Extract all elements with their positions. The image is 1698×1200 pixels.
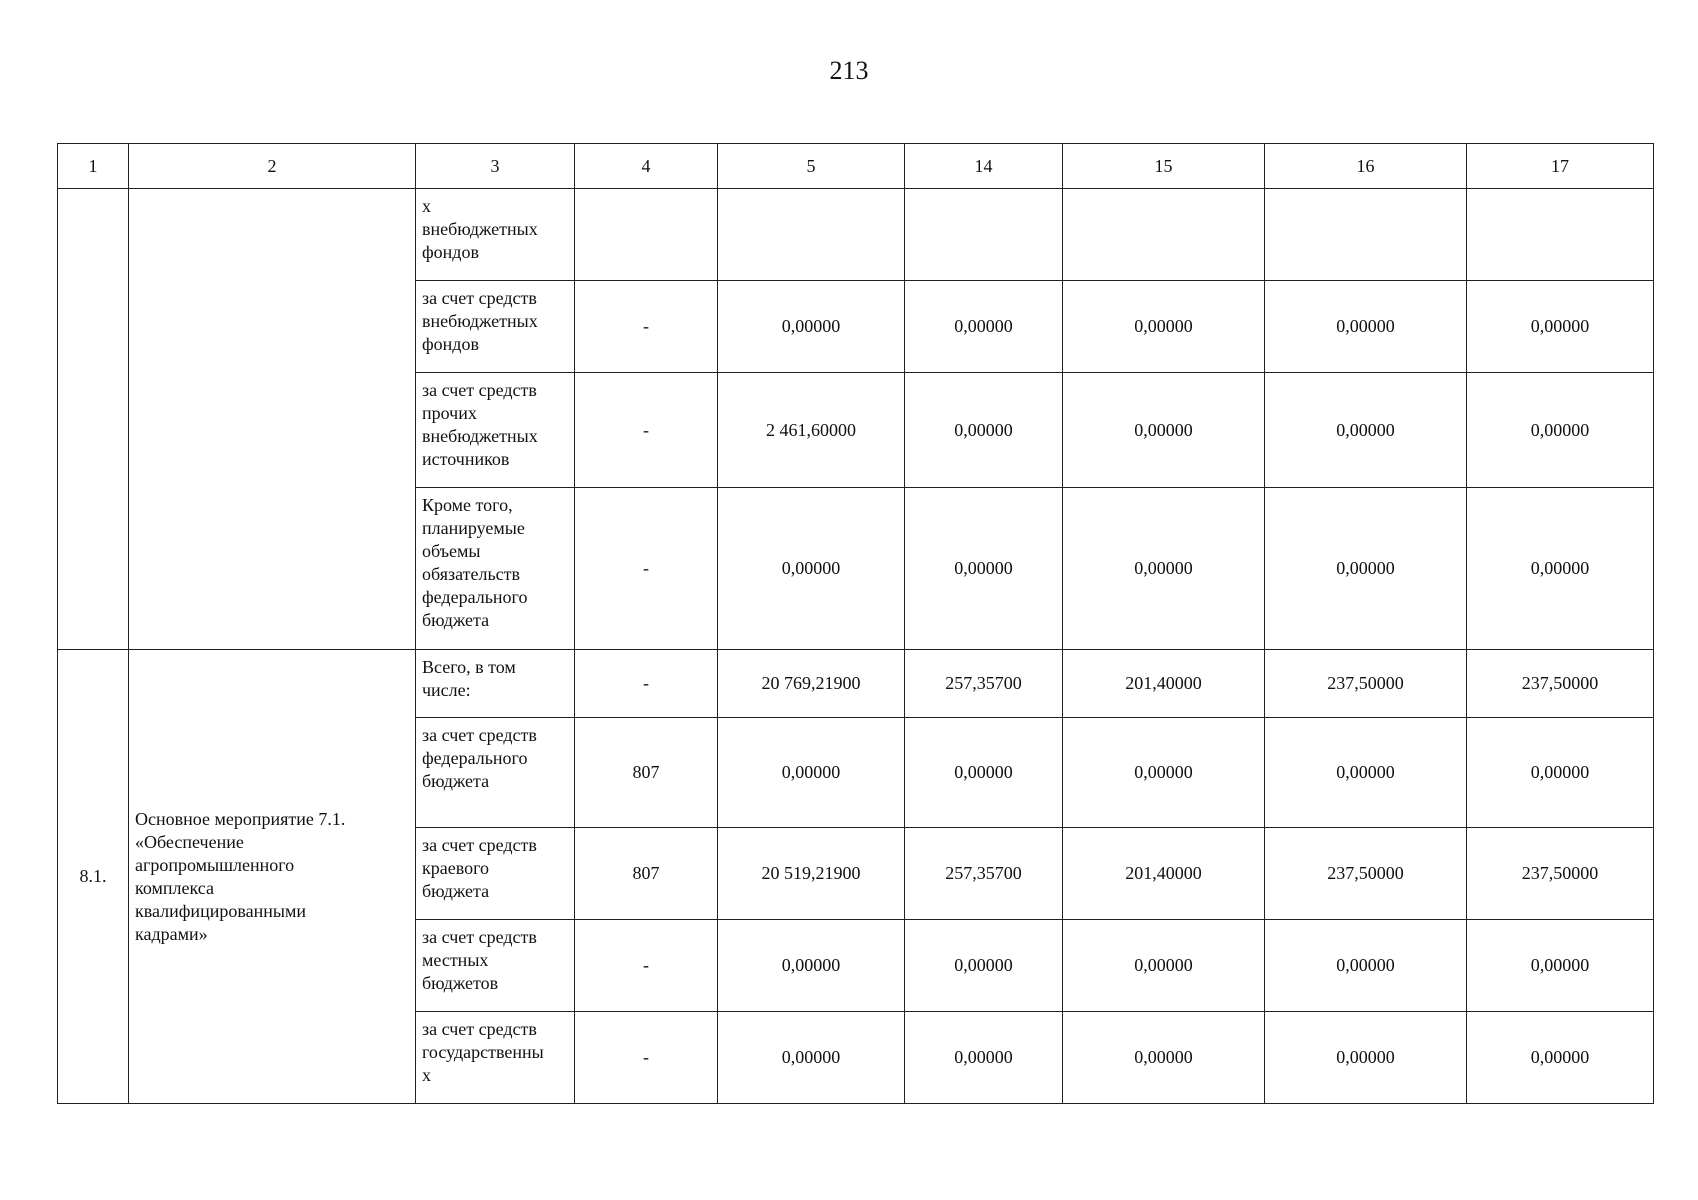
- column-header: 2: [129, 144, 416, 189]
- amount-cell: 0,00000: [1467, 373, 1654, 488]
- funding-source-cell: х внебюджетных фондов: [416, 189, 575, 281]
- table-row: [58, 650, 1654, 718]
- amount-cell: 201,40000: [1063, 828, 1265, 920]
- amount-cell: 201,40000: [1063, 650, 1265, 718]
- funding-source-cell: за счет средств внебюджетных фондов: [416, 281, 575, 373]
- column-header: 16: [1265, 144, 1467, 189]
- funding-source-cell: Кроме того, планируемые объемы обязательств федерального бюджета: [416, 488, 575, 650]
- header-row: [58, 144, 1654, 189]
- amount-cell: 0,00000: [1063, 281, 1265, 373]
- amount-cell: 0,00000: [1063, 373, 1265, 488]
- funding-source-cell: за счет средств прочих внебюджетных источников: [416, 373, 575, 488]
- amount-cell: 0,00000: [905, 718, 1063, 828]
- amount-cell: 0,00000: [1467, 281, 1654, 373]
- code-cell: -: [575, 1012, 718, 1104]
- amount-cell: 0,00000: [1063, 920, 1265, 1012]
- amount-cell: 0,00000: [905, 1012, 1063, 1104]
- amount-cell: 0,00000: [1063, 488, 1265, 650]
- row-number-cell: [58, 189, 129, 650]
- amount-cell: 0,00000: [905, 920, 1063, 1012]
- amount-cell: 0,00000: [1467, 920, 1654, 1012]
- amount-cell: 0,00000: [1265, 281, 1467, 373]
- funding-source-cell: Всего, в том числе:: [416, 650, 575, 718]
- amount-cell: 0,00000: [905, 488, 1063, 650]
- amount-cell: 0,00000: [905, 281, 1063, 373]
- column-header: 5: [718, 144, 905, 189]
- amount-cell: [1467, 189, 1654, 281]
- amount-cell: 0,00000: [1265, 373, 1467, 488]
- code-cell: -: [575, 920, 718, 1012]
- funding-source-cell: за счет средств краевого бюджета: [416, 828, 575, 920]
- amount-cell: 0,00000: [718, 1012, 905, 1104]
- amount-cell: [1265, 189, 1467, 281]
- amount-cell: 237,50000: [1467, 828, 1654, 920]
- amount-cell: 0,00000: [1265, 718, 1467, 828]
- page-number: 213: [829, 56, 869, 85]
- amount-cell: 0,00000: [1063, 1012, 1265, 1104]
- code-cell: 807: [575, 828, 718, 920]
- code-cell: -: [575, 281, 718, 373]
- row-number-cell: 8.1.: [58, 650, 129, 1104]
- amount-cell: 237,50000: [1265, 650, 1467, 718]
- column-header: 14: [905, 144, 1063, 189]
- amount-cell: 237,50000: [1265, 828, 1467, 920]
- column-header: 15: [1063, 144, 1265, 189]
- amount-cell: 237,50000: [1467, 650, 1654, 718]
- funding-source-cell: за счет средств государственны х: [416, 1012, 575, 1104]
- code-cell: 807: [575, 718, 718, 828]
- amount-cell: 0,00000: [1265, 920, 1467, 1012]
- code-cell: -: [575, 488, 718, 650]
- amount-cell: 0,00000: [718, 718, 905, 828]
- amount-cell: 0,00000: [1063, 718, 1265, 828]
- code-cell: -: [575, 373, 718, 488]
- amount-cell: 0,00000: [718, 488, 905, 650]
- amount-cell: 257,35700: [905, 650, 1063, 718]
- amount-cell: 0,00000: [1467, 1012, 1654, 1104]
- amount-cell: 20 519,21900: [718, 828, 905, 920]
- amount-cell: 0,00000: [905, 373, 1063, 488]
- column-header: 17: [1467, 144, 1654, 189]
- amount-cell: 0,00000: [1265, 488, 1467, 650]
- funding-source-cell: за счет средств местных бюджетов: [416, 920, 575, 1012]
- event-name-cell: [129, 189, 416, 650]
- column-header: 1: [58, 144, 129, 189]
- amount-cell: [718, 189, 905, 281]
- amount-cell: 257,35700: [905, 828, 1063, 920]
- funding-source-cell: за счет средств федерального бюджета: [416, 718, 575, 828]
- column-header: 4: [575, 144, 718, 189]
- code-cell: [575, 189, 718, 281]
- amount-cell: 0,00000: [1467, 488, 1654, 650]
- column-header: 3: [416, 144, 575, 189]
- amount-cell: 0,00000: [718, 281, 905, 373]
- amount-cell: 20 769,21900: [718, 650, 905, 718]
- amount-cell: [905, 189, 1063, 281]
- amount-cell: 2 461,60000: [718, 373, 905, 488]
- code-cell: -: [575, 650, 718, 718]
- event-name-cell: Основное мероприятие 7.1. «Обеспечение агропромышленного комплекса квалифицированными кадрами»: [129, 650, 416, 1104]
- table-row: [58, 189, 1654, 281]
- amount-cell: 0,00000: [718, 920, 905, 1012]
- budget-table: [57, 143, 1654, 1104]
- amount-cell: 0,00000: [1467, 718, 1654, 828]
- amount-cell: 0,00000: [1265, 1012, 1467, 1104]
- amount-cell: [1063, 189, 1265, 281]
